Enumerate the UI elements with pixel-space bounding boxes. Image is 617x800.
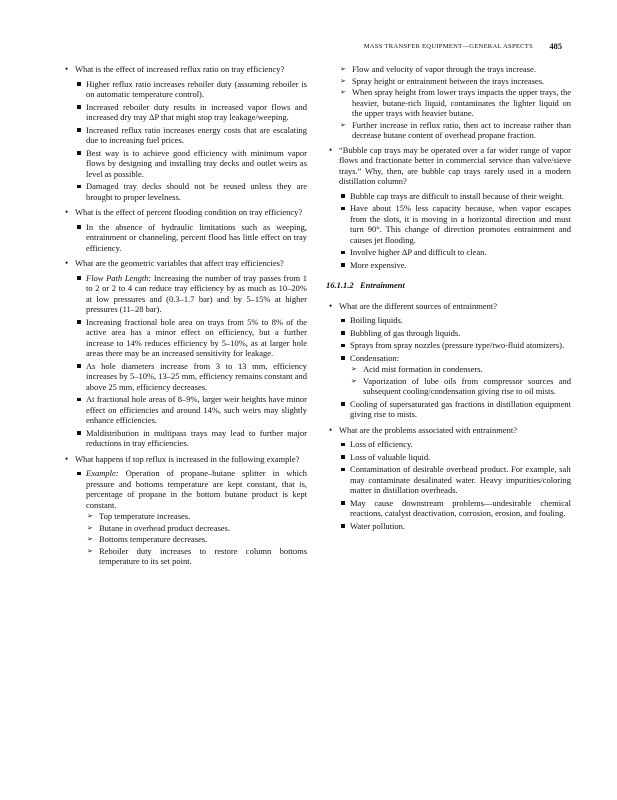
arrow-item: ➢ When spray height from lower trays impacts the upper trays, the heavier, butane-rich liquid, contaminates the lighter liquid on the upper trays with heavier butane. [339, 87, 571, 119]
question-text: What is the effect of increased reflux ratio on tray efficiency? [75, 64, 285, 74]
arrow-item: ➢ Bottoms temperature decreases. [86, 534, 307, 545]
answer-item [75, 468, 307, 567]
answer-item: Bubble cap trays are difficult to install because of their weight. [339, 191, 571, 202]
section-number: 16.1.1.2 [326, 280, 354, 290]
answer-list [75, 79, 307, 203]
question-text: What are the geometric variables that affect tray efficiencies? [75, 258, 284, 268]
answer-item: As hole diameters increase from 3 to 13 mm, efficiency increases by 5–10%, 13–25 mm, efficiency remains constant and above 25 mm, efficiency decreases. [75, 361, 307, 393]
question-reflux-ratio [64, 64, 307, 202]
arrow-list [86, 511, 307, 567]
question-text: “Bubble cap trays may be operated over a far wider range of vapor flows and fractionate better in commercial service than valve/sieve trays.” Why, then, are bubble cap trays rarely used in a modern distillation column? [339, 144, 571, 186]
section-title: Entrainment [360, 280, 405, 290]
answer-item: Loss of efficiency. [339, 439, 571, 450]
arrow-item: ➢ Further increase in reflux ratio, then act to increase rather than decrease butane content of overhead propane fraction. [339, 120, 571, 141]
answer-item: Cooling of supersaturated gas fractions in distillation equipment giving rise to mists. [339, 399, 571, 420]
answer-list [75, 468, 307, 567]
arrow-item: ➢ Vaporization of lube oils from compressor sources and subsequent cooling/condensation giving rise to oil mists. [350, 376, 571, 397]
arrow-item: ➢ Reboiler duty increases to restore column bottoms temperature to its set point. [86, 546, 307, 567]
question-text: What happens if top reflux is increased in the following example? [75, 453, 300, 464]
example-text: Operation of propane–butane splitter in which pressure and bottoms temperature are kept constant, that is, percentage of propane in the bottom butane product is kept constant. [86, 468, 307, 510]
flow-path-length-label: Flow Path Length: [86, 272, 152, 283]
answer-list [75, 222, 307, 254]
answer-item: In the absence of hydraulic limitations such as weeping, entrainment or channeling, percent flood has little effect on tray efficiency. [75, 222, 307, 254]
answer-item: Bubbling of gas through liquids. [339, 328, 571, 339]
answer-list [339, 439, 571, 531]
arrow-list [350, 364, 571, 397]
continued-arrow-list [339, 64, 571, 141]
arrow-item: ➢ Butane in overhead product decreases. [86, 523, 307, 534]
question-top-reflux [64, 454, 307, 567]
answer-item [75, 273, 307, 315]
answer-item: May cause downstream problems—undesirable chemical reactions, catalyst deactivation, corrosion, erosion, and fouling. [339, 498, 571, 519]
question-bubble-cap-trays [328, 145, 571, 271]
page-number: 485 [549, 42, 562, 51]
answer-item: Boiling liquids. [339, 315, 571, 326]
question-text: What are the problems associated with entrainment? [339, 424, 517, 435]
answer-item: Sprays from spray nozzles (pressure type/two-fluid atomizers). [339, 340, 571, 351]
answer-item: Water pollution. [339, 521, 571, 532]
answer-item: At fractional hole areas of 8–9%, larger weir heights have minor effect on efficiencies and around 14%, such weirs may slightly enhance efficiencies. [75, 394, 307, 426]
answer-item: Loss of valuable liquid. [339, 452, 571, 463]
condensation-label: Condensation: [350, 352, 400, 363]
answer-item: Maldistribution in multipass trays may lead to further major reductions in tray efficiencies. [75, 428, 307, 449]
answer-item: Increased reflux ratio increases energy costs that are escalating due to increasing fuel prices. [75, 125, 307, 146]
answer-item: Increasing fractional hole area on trays from 5% to 8% of the active area has a minor effect on efficiency, but a further increase to 14% reduces efficiency by 5–10%, as at larger hole areas there may be an increased sensitivity for leakage. [75, 317, 307, 359]
answer-item: Have about 15% less capacity because, when vapor escapes from the slots, it is moving in a horizontal direction and must turn 90°. This change of direction promotes entrainment and causes jet flooding. [339, 203, 571, 245]
running-title: MASS TRANSFER EQUIPMENT—GENERAL ASPECTS [363, 43, 533, 50]
answer-list [339, 191, 571, 271]
answer-item: Best way is to achieve good efficiency with minimum vapor flows by designing and installing tray decks and outlet weirs as level as possible. [75, 148, 307, 180]
arrow-item: ➢ Acid mist formation in condensers. [350, 364, 571, 375]
answer-item: Higher reflux ratio increases reboiler duty (assuming reboiler is on automatic temperature control). [75, 79, 307, 100]
answer-list [339, 315, 571, 420]
question-text: What are the different sources of entrainment? [339, 300, 497, 311]
right-column [328, 64, 571, 536]
answer-item: Increased reboiler duty results in increased vapor flows and increased dry tray ΔP that might stop tray leakage/weeping. [75, 102, 307, 123]
section-heading [326, 280, 571, 291]
answer-list [75, 273, 307, 449]
answer-item: Damaged tray decks should not be reused unless they are brought to proper levelness. [75, 181, 307, 202]
question-text: What is the effect of percent flooding condition on tray efficiency? [75, 207, 303, 217]
answer-item: Involve higher ΔP and difficult to clean. [339, 247, 571, 258]
example-label: Example: [86, 468, 119, 478]
answer-item: More expensive. [339, 260, 571, 271]
answer-item [339, 353, 571, 397]
question-geometric-variables [64, 258, 307, 449]
question-entrainment-problems [328, 425, 571, 532]
page-header [0, 43, 617, 59]
flow-path-length-text: Increasing the number of tray passes from 1 to 2 or 2 to 4 can reduce tray efficiency by as much as 10–20% at low pressures and (0.3–1.7 bar) and by 5–15% at higher pressures (11–28 bar). [86, 272, 307, 314]
answer-item: Contamination of desirable overhead product. For example, salt may contaminate desalinated water. Heavy impurities/coloring matter in distillation overheads. [339, 464, 571, 496]
left-column [64, 64, 307, 572]
arrow-item: ➢ Flow and velocity of vapor through the trays increase. [339, 64, 571, 75]
arrow-item: ➢ Top temperature increases. [86, 511, 307, 522]
arrow-item: ➢ Spray height or entrainment between the trays increases. [339, 76, 571, 87]
question-percent-flooding [64, 207, 307, 253]
question-entrainment-sources [328, 301, 571, 420]
